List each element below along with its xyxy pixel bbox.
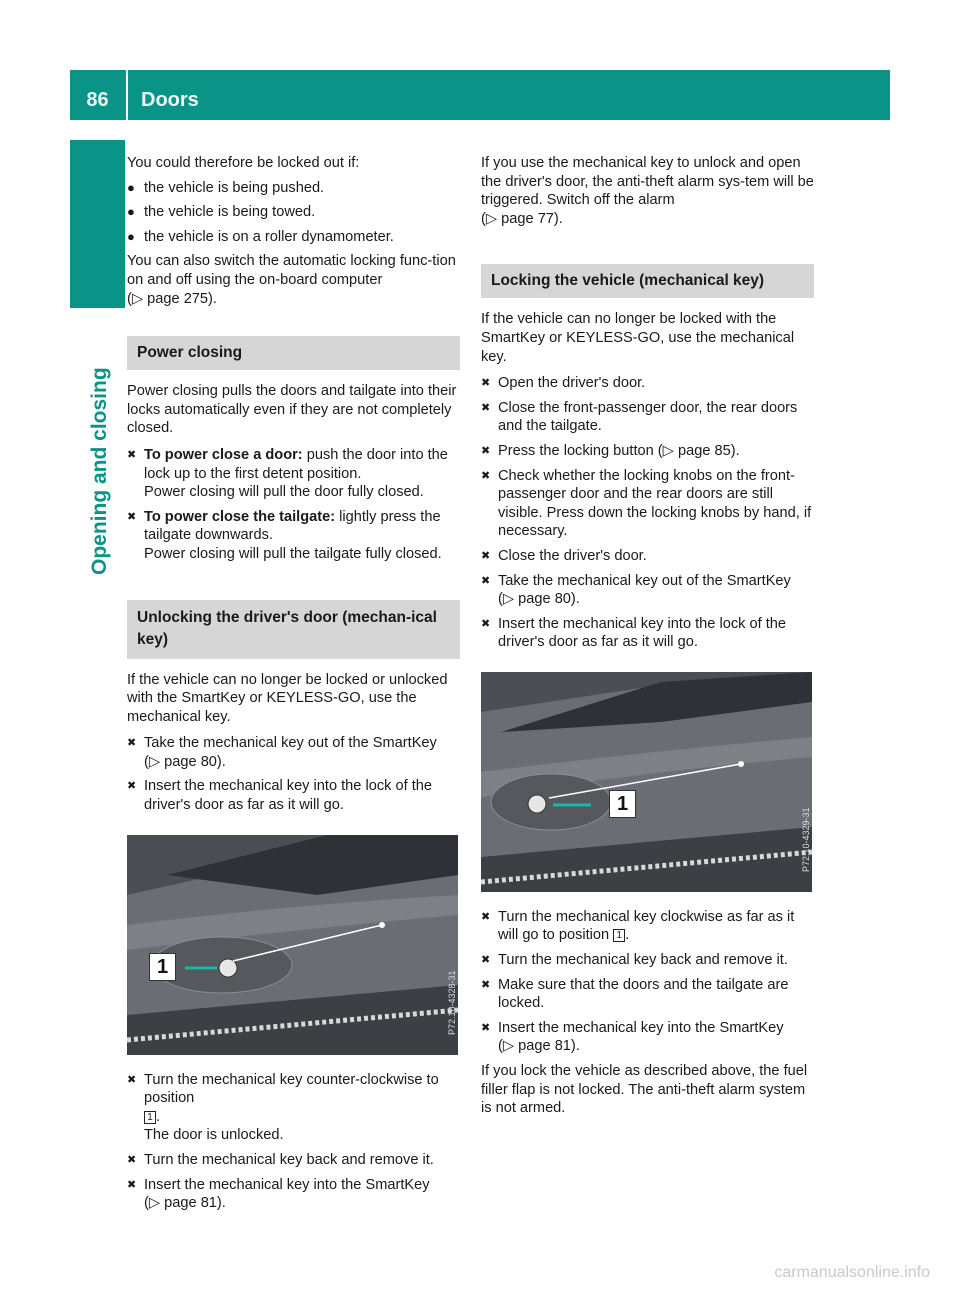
list-item: ✖ Turn the mechanical key back and remove it.: [127, 1152, 434, 1169]
list-item: ✖ Make sure that the doors and the tailgate are locked.: [481, 976, 789, 1012]
callout-1: 1: [149, 953, 176, 981]
list-item: ✖ Insert the mechanical key into the lock of the driver's door as far as it will go.: [127, 778, 432, 814]
step-arrow-icon: ✖: [127, 1178, 137, 1191]
section-tab: [70, 140, 125, 308]
page-number: 86: [86, 89, 109, 111]
page-ref-icon: ▷: [485, 210, 498, 227]
closing-text: If you lock the vehicle as described above, the fuel filler flap is not locked. The anti-theft alarm system is not armed.: [481, 1063, 808, 1117]
list-item: ✖ Check whether the locking knobs on the front-passenger door and the rear doors are still visible. Press down the locking knobs by hand, if necessary.: [481, 467, 812, 540]
list-item: ● the vehicle is being pushed.: [127, 179, 325, 196]
page-ref-icon: ▷: [502, 591, 515, 608]
right-column: [481, 154, 814, 1126]
step-arrow-icon: ✖: [481, 549, 491, 562]
lock-steps: [481, 374, 814, 652]
image-ref: P72.10-4329-31: [801, 807, 811, 872]
bullet-icon: ●: [127, 228, 135, 244]
list-item: ✖ Press the locking button (▷ page 85).: [481, 442, 740, 459]
step-arrow-icon: ✖: [481, 954, 491, 967]
page-title: Doors: [141, 89, 199, 111]
list-item: ✖ Turn the mechanical key back and remove it.: [481, 952, 788, 969]
section-label: Opening and closing: [88, 367, 111, 575]
step-arrow-icon: ✖: [481, 978, 491, 991]
heading-lock: Locking the vehicle (mechanical key): [481, 264, 814, 298]
list-item: ✖ Turn the mechanical key counter-clockwise to position 1 . The door is unlocked.: [127, 1071, 439, 1144]
door-lock-illustration-2: [481, 672, 812, 892]
callout-1: 1: [609, 790, 636, 818]
list-item: ✖ Turn the mechanical key clockwise as far as it will go to position 1 .: [481, 908, 795, 944]
step-arrow-icon: ✖: [127, 780, 137, 793]
position-1-icon: 1: [144, 1111, 156, 1124]
watermark-text: carmanualsonline.info: [774, 1264, 930, 1281]
step-arrow-icon: ✖: [481, 444, 491, 457]
step-arrow-icon: ✖: [481, 401, 491, 414]
step-arrow-icon: ✖: [127, 510, 137, 523]
page-ref-icon: ▷: [148, 1195, 161, 1212]
list-item: ● the vehicle is on a roller dynamometer.: [127, 228, 394, 245]
step-arrow-icon: ✖: [481, 377, 491, 390]
power-intro: Power closing pulls the doors and tailgate into their locks automatically even if they are not completely closed.: [127, 383, 457, 437]
page-ref-icon: ▷: [148, 753, 161, 770]
car-door-drawing-2: [481, 672, 812, 892]
list-item: ✖ Open the driver's door.: [481, 375, 646, 392]
page-ref-icon: ▷: [662, 442, 674, 459]
position-1-icon: 1: [613, 929, 625, 942]
intro-text: You could therefore be locked out if:: [127, 155, 360, 171]
step-arrow-icon: ✖: [481, 469, 491, 482]
lockout-list: [127, 179, 460, 247]
alarm-text: If you use the mechanical key to unlock and open the driver's door, the anti-theft alarm sys-tem will be triggered. Switch off the alarm (▷ page 77).: [481, 155, 814, 227]
list-item: ✖ Take the mechanical key out of the SmartKey (▷ page 80).: [127, 735, 437, 770]
unlock-intro: If the vehicle can no longer be locked or unlocked with the SmartKey or KEYLESS-GO, use the mechanical key.: [127, 671, 448, 725]
bullet-icon: ●: [127, 179, 135, 195]
bullet-icon: ●: [127, 204, 135, 220]
step-arrow-icon: ✖: [127, 737, 137, 750]
lock-steps-2: [481, 908, 814, 1056]
list-item: ✖ Insert the mechanical key into the lock of the driver's door as far as it will go.: [481, 615, 786, 651]
power-steps: [127, 446, 460, 564]
list-item: ✖ To power close a door: push the door into the lock up to the first detent position. Power closing will pull the door fully closed.: [127, 446, 448, 501]
list-item: ✖ Insert the mechanical key into the SmartKey (▷ page 81).: [481, 1019, 784, 1055]
lock-intro: If the vehicle can no longer be locked with the SmartKey or KEYLESS-GO, use the mechanical key.: [481, 311, 795, 365]
step-arrow-icon: ✖: [481, 1021, 491, 1034]
step-arrow-icon: ✖: [127, 448, 137, 461]
step-arrow-icon: ✖: [127, 1073, 137, 1086]
page-ref-icon: ▷: [502, 1038, 515, 1055]
onboard-text: You can also switch the automatic locking func-tion on and off using the on-board computer (▷ page 275).: [127, 253, 456, 307]
door-lock-illustration: [127, 835, 458, 1055]
step-arrow-icon: ✖: [481, 910, 491, 923]
list-item: ● the vehicle is being towed.: [127, 204, 316, 221]
list-item: ✖ To power close the tailgate: lightly press the tailgate downwards. Power closing will pull the tailgate fully closed.: [127, 508, 442, 562]
list-item: ✖ Take the mechanical key out of the SmartKey (▷ page 80).: [481, 572, 791, 608]
page-ref-icon: ▷: [131, 290, 144, 307]
step-arrow-icon: ✖: [127, 1154, 137, 1167]
header-separator: [126, 70, 128, 120]
step-arrow-icon: ✖: [481, 617, 491, 630]
unlock-steps-2: [127, 1071, 460, 1213]
list-item: ✖ Insert the mechanical key into the SmartKey (▷ page 81).: [127, 1176, 430, 1212]
heading-power-closing: Power closing: [127, 336, 460, 370]
unlock-steps: [127, 734, 460, 814]
left-column: [127, 154, 460, 1219]
heading-unlock: Unlocking the driver's door (mechan-ical key): [127, 600, 460, 659]
car-door-drawing: [127, 835, 458, 1055]
list-item: ✖ Close the driver's door.: [481, 547, 647, 564]
step-arrow-icon: ✖: [481, 574, 491, 587]
list-item: ✖ Close the front-passenger door, the rear doors and the tailgate.: [481, 399, 798, 435]
image-ref: P72.10-4328-31: [447, 970, 457, 1035]
